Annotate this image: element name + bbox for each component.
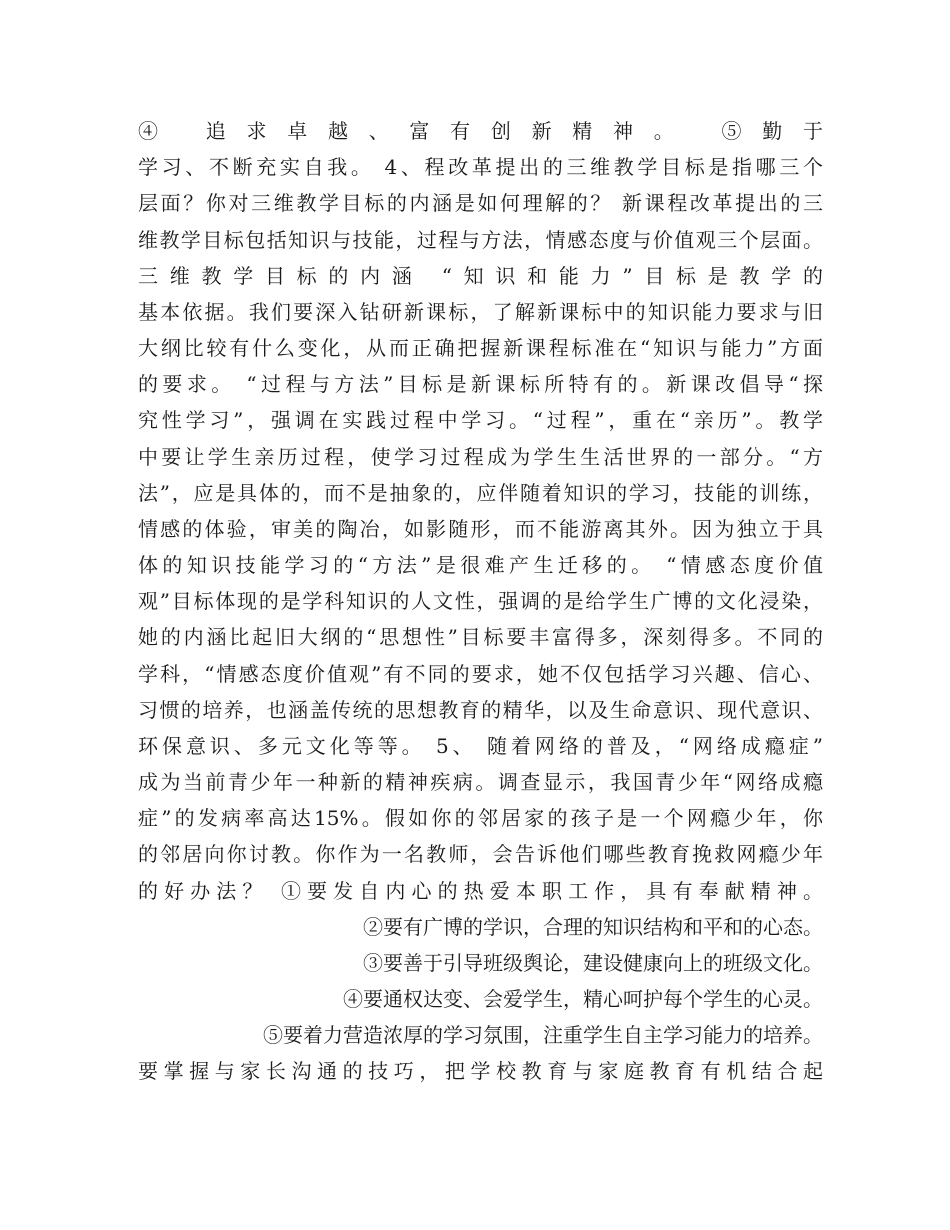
text-line-3: 层面？你对三维教学目标的内涵是如何理解的？ 新课程改革提出的三 bbox=[138, 191, 823, 215]
text-line-14: 观”目标体现的是学科知识的人文性，强调的是给学生广博的文化浸染， bbox=[138, 589, 823, 613]
text-line-26: ⑤要着力营造浓厚的学习氛围，注重学生自主学习能力的培养。 bbox=[263, 1023, 823, 1047]
text-line-4: 维教学目标包括知识与技能，过程与方法，情感态度与价值观三个层面。 bbox=[138, 228, 823, 252]
text-line-13: 体的知识技能学习的“方法”是很难产生迁移的。 “情感态度价值 bbox=[138, 553, 823, 577]
text-line-5: 三维教学目标的内涵 “知识和能力”目标是教学的 bbox=[138, 264, 823, 288]
text-line-12: 情感的体验，审美的陶冶，如影随形，而不能游离其外。因为独立于具 bbox=[138, 517, 823, 541]
text-line-17: 习惯的培养，也涵盖传统的思想教育的精华，以及生命意识、现代意识、 bbox=[138, 698, 823, 722]
text-line-15: 她的内涵比起旧大纲的“思想性”目标要丰富得多，深刻得多。不同的 bbox=[138, 625, 823, 649]
text-line-24: ③要善于引导班级舆论，建设健康向上的班级文化。 bbox=[363, 951, 823, 975]
text-line-9: 究性学习”，强调在实践过程中学习。“过程”，重在“亲历”。教学 bbox=[138, 408, 823, 432]
text-line-11: 法”，应是具体的，而不是抽象的，应伴随着知识的学习，技能的训练， bbox=[138, 481, 823, 505]
text-line-2: 学习、不断充实自我。 4、程改革提出的三维教学目标是指哪三个 bbox=[138, 155, 823, 179]
text-line-7: 大纲比较有什么变化，从而正确把握新课程标准在“知识与能力”方面 bbox=[138, 336, 823, 360]
text-line-27: 要掌握与家长沟通的技巧，把学校教育与家庭教育有机结合起 bbox=[138, 1059, 823, 1083]
text-line-18: 环保意识、多元文化等等。 5、 随着网络的普及，“网络成瘾症” bbox=[138, 734, 823, 758]
text-line-20: 症”的发病率高达15%。假如你的邻居家的孩子是一个网瘾少年，你 bbox=[138, 806, 823, 830]
text-line-25: ④要通权达变、会爱学生，精心呵护每个学生的心灵。 bbox=[343, 987, 823, 1011]
text-line-22: 的好办法？ ①要发自内心的热爱本职工作，具有奉献精神。 bbox=[138, 879, 823, 903]
text-line-1: ④ 追求卓越、富有创新精神。 ⑤勤于 bbox=[138, 119, 823, 143]
text-line-21: 的邻居向你讨教。你作为一名教师，会告诉他们哪些教育挽救网瘾少年 bbox=[138, 842, 823, 866]
text-line-16: 学科，“情感态度价值观”有不同的要求，她不仅包括学习兴趣、信心、 bbox=[138, 662, 823, 686]
text-line-10: 中要让学生亲历过程，使学习过程成为学生生活世界的一部分。“方 bbox=[138, 445, 823, 469]
text-line-6: 基本依据。我们要深入钻研新课标，了解新课标中的知识能力要求与旧 bbox=[138, 300, 823, 324]
text-line-8: 的要求。 “过程与方法”目标是新课标所特有的。新课改倡导“探 bbox=[138, 372, 823, 396]
text-line-23: ②要有广博的学识，合理的知识结构和平和的心态。 bbox=[363, 915, 823, 939]
text-line-19: 成为当前青少年一种新的精神疾病。调查显示，我国青少年“网络成瘾 bbox=[138, 770, 823, 794]
